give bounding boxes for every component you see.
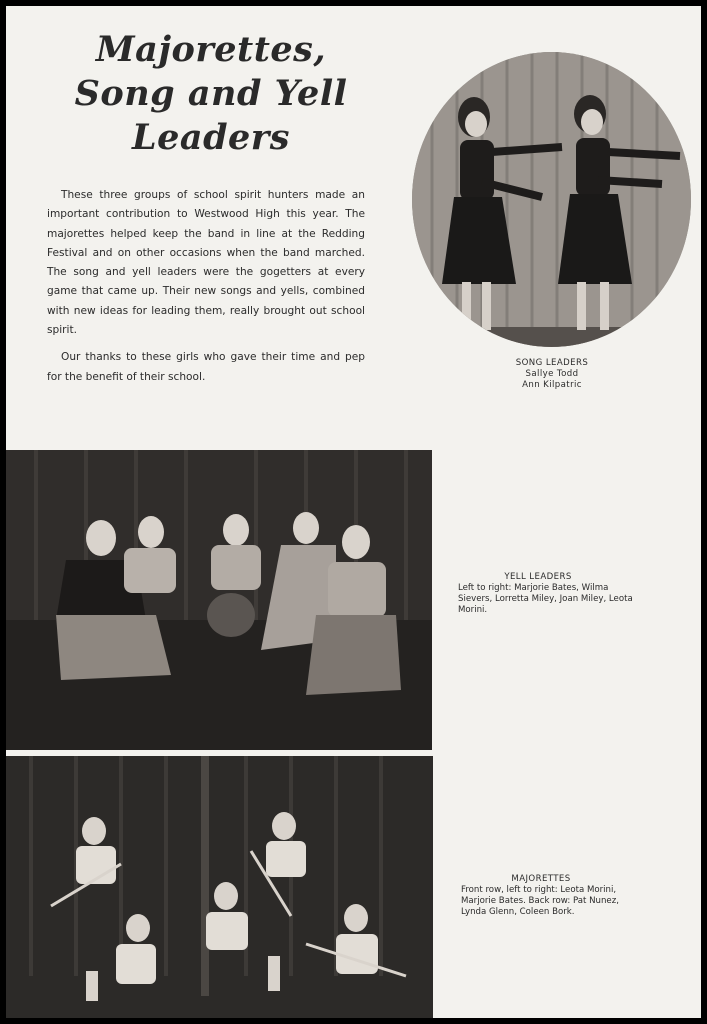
yell-leaders-names: Left to right: Marjorie Bates, Wilma Sievers, Lorretta Miley, Joan Miley, Leota Morini. [458,583,633,615]
majorettes-photo-art [6,756,433,1018]
song-leaders-caption [492,358,612,391]
song-leader-name: Ann Kilpatric [522,380,582,390]
intro-paragraph-2: Our thanks to these girls who gave their time and pep for the benefit of their school. [47,351,365,383]
title-line-1: Majorettes, [95,29,327,70]
yell-leaders-photo-art [6,450,432,750]
majorettes-names: Front row, left to right: Leota Morini, Marjorie Bates. Back row: Pat Nunez, Lynda Glenn, Coleen Bork. [461,885,619,917]
majorettes-title: MAJORETTES [511,874,571,884]
title-line-3: Leaders [132,117,290,158]
yell-leaders-caption [458,572,638,616]
page-title [46,28,376,160]
majorettes-photo [6,756,433,1018]
intro-paragraph-1: These three groups of school spirit hunters made an important contribution to Westwood High this year. The majorettes helped keep the band in line at the Redding Festival and on other occasions when the band marched. The song and yell leaders were the gogetters at every game that came up. Their new songs and yells, combined with new ideas for leading them, really brought out school spirit. [47,189,365,337]
song-leader-name: Sallye Todd [525,369,579,379]
yell-leaders-photo [6,450,432,750]
majorettes-caption [461,874,621,918]
yearbook-page [6,6,701,1018]
yell-leaders-title: YELL LEADERS [504,572,572,582]
song-leaders-title: SONG LEADERS [515,358,589,368]
intro-text [47,186,365,395]
song-leaders-photo [412,52,691,347]
title-line-2: Song and Yell [74,73,348,114]
song-leaders-photo-art [412,52,691,347]
